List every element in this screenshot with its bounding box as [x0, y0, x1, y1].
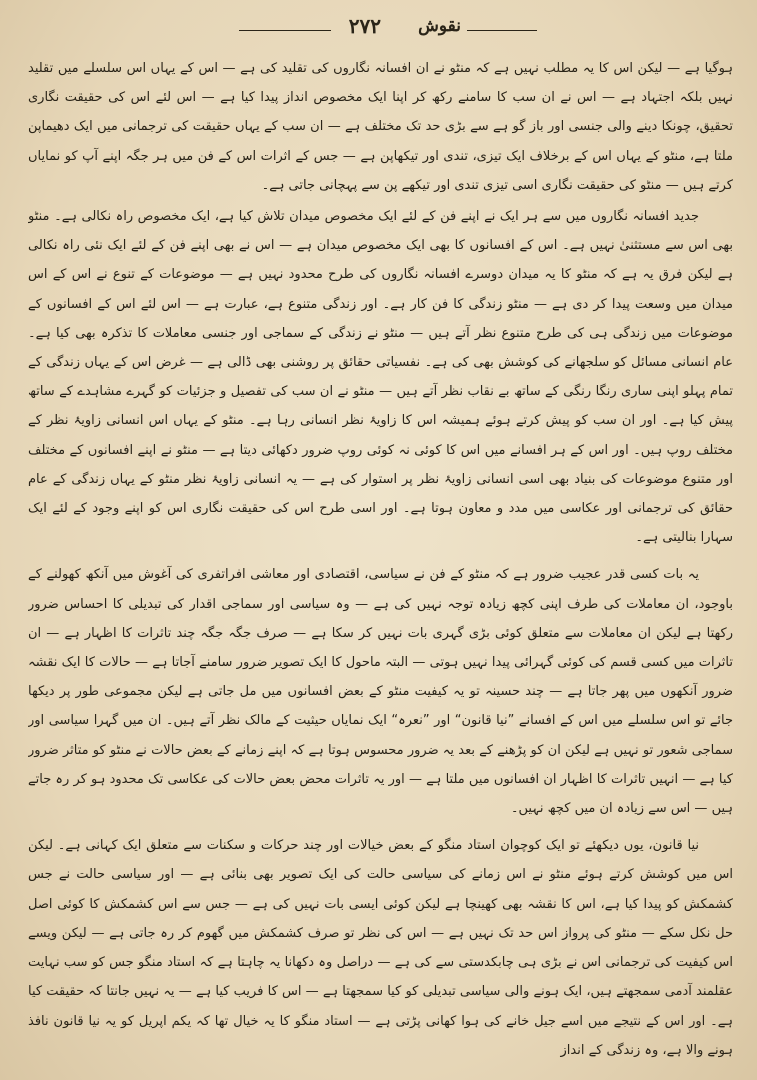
paragraph-3: یہ بات کسی قدر عجیب ضرور ہے کہ منٹو کے فن نے سیاسی، اقتصادی اور معاشی افراتفری کی آغوش میں آنکھ کھولنے کے باوجود، ان معاملات کی طرف اپنی کچھ زیادہ توجہ نہیں کی ہے — وہ سیاسی اور سماجی اقدار کی تبدیلی کا احساس ضرور رکھتا ہے لیکن ان معاملات سے متعلق کوئی بڑی گہری بات نہیں کر سکا ہے — صرف جگہ جگہ چند تاثرات کا اظہار ہے — ان تاثرات میں کسی قسم کی کوئی گہرائی پیدا نہیں ہوتی — البتہ ماحول کا ایک تصویر ضرور سامنے آجاتا ہے — حالات کا ایک نقشہ ضرور آنکھوں میں پھر جاتا ہے — چند حسینہ تو یہ کیفیت منٹو کے بعض افسانوں میں مل جاتی ہے لیکن مجموعی طور پر دیکھا جائے تو اس سلسلے میں اس کے افسانے ”نیا قانون“ اور ”نعرہ“ ایک نمایاں حیثیت کے مالک نظر آتے ہیں۔ ان میں گہرا سیاسی اور سماجی شعور تو نہیں ہے لیکن ان کو پڑھنے کے بعد یہ ضرور محسوس ہوتا ہے کہ اپنے زمانے کے بعض حالات نے منٹو کو متاثر ضرور کیا ہے — انہیں تاثرات کا اظہار ان افسانوں میں ملتا ہے — اور یہ تاثرات محض بعض حالات کی عکاسی تک محدود ہو کر رہ جاتے ہیں — اس سے زیادہ ان میں کچھ نہیں۔	[28, 567, 733, 817]
journal-title: نقوش	[418, 16, 461, 36]
article-body	[28, 54, 733, 1064]
page-number: ۲۷۲	[348, 14, 381, 38]
paragraph-2: جدید افسانہ نگاروں میں سے ہر ایک نے اپنے فن کے لئے ایک مخصوص میدان تلاش کیا ہے، ایک مخصوص راہ نکالی ہے۔ منٹو بھی اس سے مستثنیٰ نہیں ہے۔ اس کے افسانوں کا بھی ایک مخصوص میدان ہے — اس نے بھی اپنے فن کے لئے ایک نئی راہ نکالی ہے لیکن فرق یہ ہے کہ منٹو کا یہ میدان دوسرے افسانہ نگاروں کی طرح محدود نہیں ہے — موضوعات کے تنوع نے اس کے اس میدان میں وسعت پیدا کر دی ہے — منٹو زندگی کا فن کار ہے۔ اور زندگی متنوع ہے، عبارت ہے — اس لئے اس کے افسانوں کے موضوعات میں زندگی ہی کی طرح متنوع نظر آتے ہیں — منٹو نے زندگی کے سماجی اور جنسی معاملات کا تذکرہ بھی کیا ہے۔ عام انسانی مسائل کو سلجھانے کی کوشش بھی کی ہے۔ نفسیاتی حقائق پر روشنی بھی ڈالی ہے — غرض اس کے یہاں زندگی کے تمام پہلو اپنی ساری رنگا رنگی کے ساتھ بے نقاب نظر آتے ہیں — منٹو نے ان سب کی تفصیل و جزئیات کو گہرے مشاہدے کے ساتھ پیش کیا ہے۔ اور ان سب کو پیش کرتے ہوئے ہمیشہ اس کا زاویۂ نظر انسانی رہا ہے۔ منٹو کے یہاں اس انسانی زاویۂ نظر کے مختلف روپ ہیں۔ اور اس کے ہر افسانے میں اس کا کوئی نہ کوئی روپ ضرور دکھائی دیتا ہے — منٹو نے اپنے افسانوں کے مختلف اور متنوع موضوعات کی بنیاد بھی اسی انسانی زاویۂ نظر پر استوار کی ہے — یہ انسانی زاویۂ نظر منٹو کے یہاں زندگی کے عام حقائق کی ترجمانی اور عکاسی میں مدد و معاون ہوتا ہے۔ اور اسی طرح اس کی حقیقت نگاری اس کو اپنے وجود کے لئے ایک سہارا بنالیتی ہے۔	[28, 209, 733, 546]
paragraph-1: ہوگیا ہے — لیکن اس کا یہ مطلب نہیں ہے کہ منٹو نے ان افسانہ نگاروں کی تقلید کی ہے — اس کے یہاں اس سلسلے میں تقلید نہیں بلکہ اجتہاد ہے — اس نے ان سب کا سامنے رکھ کر اپنا ایک مخصوص انداز پیدا کیا ہے — اس لئے اس کی حقیقت نگاری تحقیق، چونکا دینے والی جنسی اور باز گو ہے سے بڑی حد تک مختلف ہے — ان سب کے یہاں حقیقت کی ترجمانی میں ایک دھیماپن ملتا ہے، منٹو کے یہاں اس کے برخلاف ایک تیزی، تندی اور تیکھاپن ہے — جس کے اثرات اس کے فن میں ہر جگہ اپنے آپ کو نمایاں کرتے ہیں — منٹو کی حقیقت نگاری اسی تیزی تندی اور تیکھے پن سے پہچانی جاتی ہے۔	[28, 61, 733, 193]
paragraph-4: نیا قانون، یوں دیکھئے تو ایک کوچوان استاد منگو کے بعض خیالات اور چند حرکات و سکنات سے متعلق ایک کہانی ہے۔ لیکن اس میں کوشش کرتے ہوئے منٹو نے اس زمانے کی سیاسی حالت کی ایک تصویر بھی بنائی ہے — اور سیاسی حالت نے جس کشمکش کو پیدا کیا ہے، اس کا نقشہ بھی کھینچا ہے لیکن کوئی ایسی بات نہیں کی ہے — جس سے اس کشمکش کا کوئی اصل حل نکل سکے — منٹو کی پرواز اس حد تک نہیں ہے — اس کی نظر تو صرف کشمکش میں گھوم کر رہ جاتی ہے — لیکن ویسے اس کیفیت کی ترجمانی اس نے بڑی ہی چابکدستی سے کی ہے — دراصل وہ دکھانا یہ چاہتا ہے کہ استاد منگو جس کو سب نہایت عقلمند آدمی سمجھتے ہیں، ایک ہونے والی سیاسی تبدیلی کو کیا سمجھتا ہے — اس کا فریب کیا ہے — یہ نہیں جانتا کہ حقیقت کیا ہے۔ اور اس کے نتیجے میں اسے جیل خانے کی ہوا کھانی پڑتی ہے — استاد منگو کا یہ خیال تھا کہ یکم اپریل کو یہ نیا قانون نافذ ہونے والا ہے، وہ زندگی کے انداز	[28, 838, 733, 1058]
page-header	[0, 14, 757, 50]
header-rule-right	[467, 30, 537, 31]
header-rule-left	[239, 30, 331, 31]
